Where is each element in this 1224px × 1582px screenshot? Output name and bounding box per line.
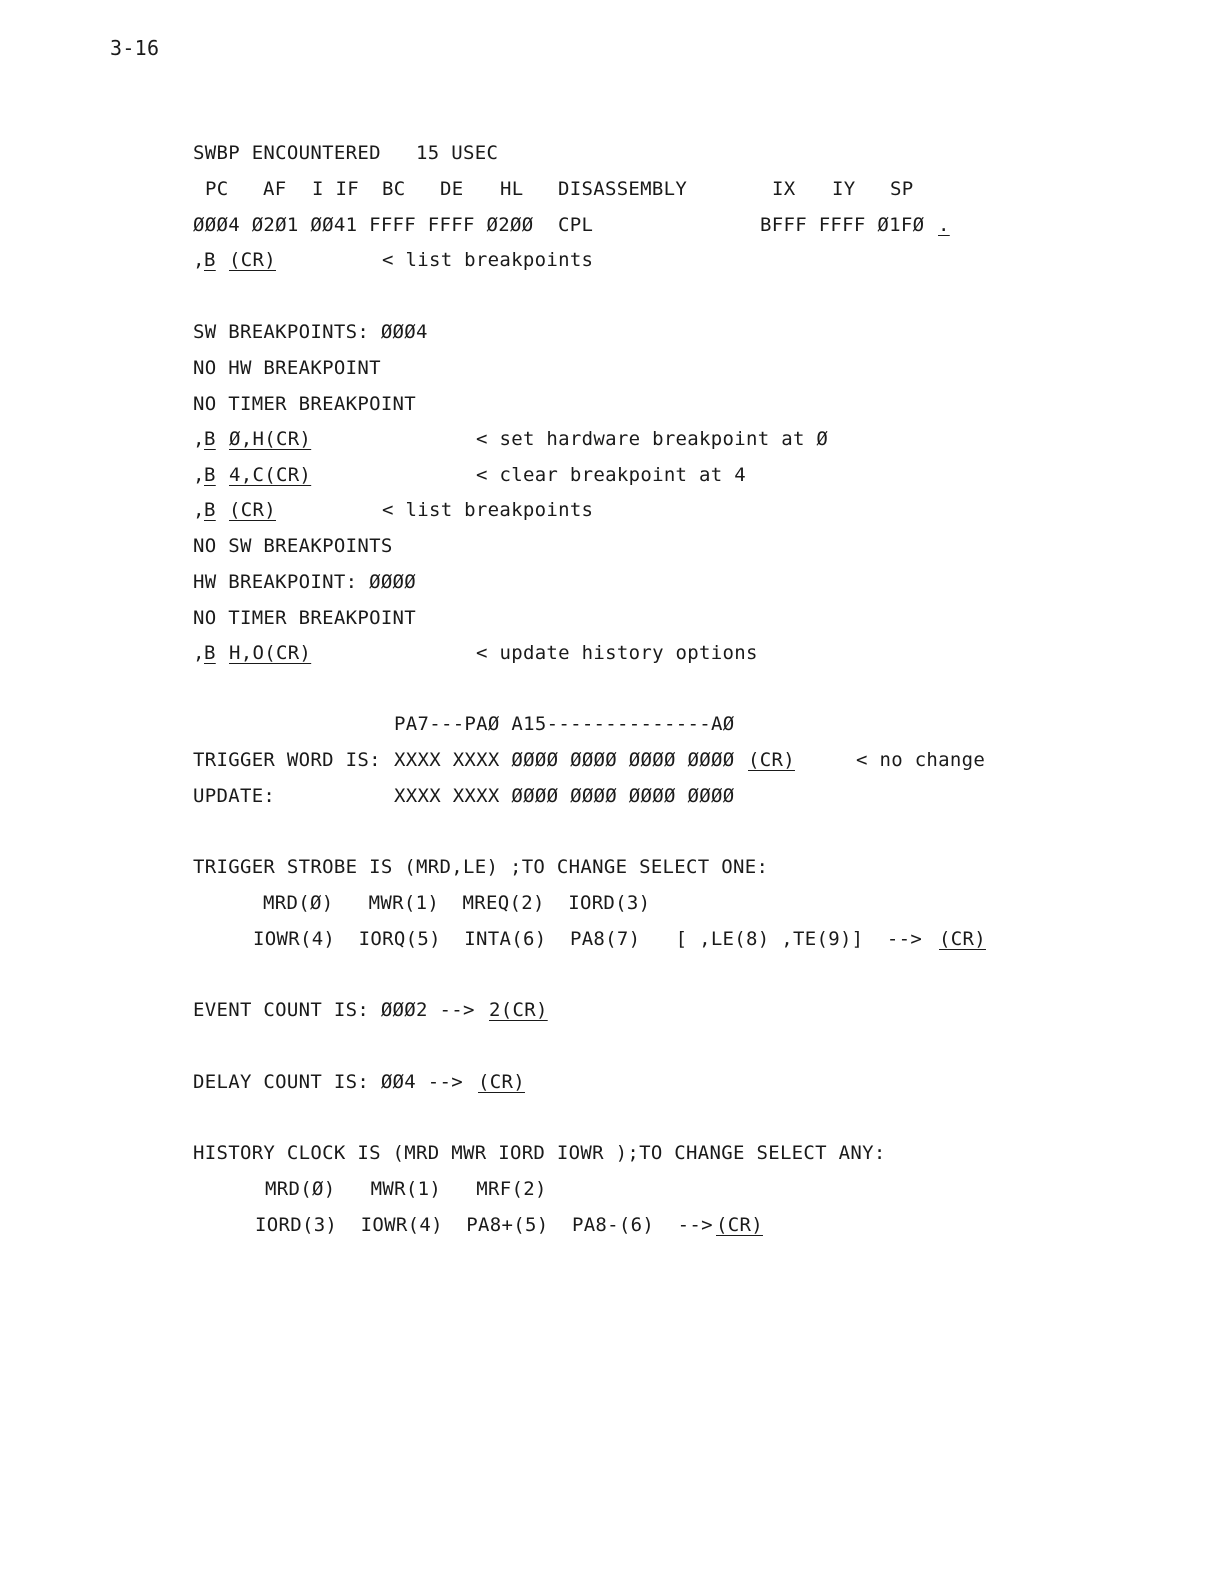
strobe-options-row: IOWR(4) IORQ(5) INTA(6) PA8(7) [ ,LE(8) ,TE(9)] --> xyxy=(253,928,923,950)
delay-count-input: (CR) xyxy=(478,1071,525,1093)
command-prefix: , xyxy=(193,428,205,450)
header-iy: IY xyxy=(832,178,856,200)
delay-count-line: DELAY COUNT IS: ØØ4 --> xyxy=(193,1071,463,1093)
status-line: NO TIMER BREAKPOINT xyxy=(193,393,417,415)
page-number: 3-16 xyxy=(110,36,160,60)
register-values-main: ØØØ4 Ø2Ø1 ØØ41 FFFF FFFF Ø2ØØ xyxy=(193,214,534,236)
status-line: SW BREAKPOINTS: ØØØ4 xyxy=(193,321,428,343)
command-arg: 4,C(CR) xyxy=(229,464,312,486)
status-line: HW BREAKPOINT: ØØØØ xyxy=(193,571,417,593)
trigger-word-value: XXXX XXXX ØØØØ ØØØØ ØØØØ ØØØØ xyxy=(394,749,735,771)
header-ix: IX xyxy=(772,178,796,200)
update-value: XXXX XXXX ØØØØ ØØØØ ØØØØ ØØØØ xyxy=(394,785,735,807)
command-prefix: , xyxy=(193,464,205,486)
command-prompt: . xyxy=(938,214,950,236)
update-label: UPDATE: xyxy=(193,785,276,807)
event-count-input: 2(CR) xyxy=(489,999,548,1021)
header-disassembly: DISASSEMBLY xyxy=(558,178,688,200)
command-name: B xyxy=(204,642,216,664)
status-line: NO TIMER BREAKPOINT xyxy=(193,607,417,629)
command-name: B xyxy=(204,464,216,486)
command-name: B xyxy=(204,499,216,521)
header-sp: SP xyxy=(890,178,914,200)
header-i-if: I IF xyxy=(312,178,359,200)
strobe-input: (CR) xyxy=(939,928,986,950)
header-de: DE xyxy=(440,178,464,200)
register-values-instr: CPL xyxy=(558,214,594,236)
history-clock-line: HISTORY CLOCK IS (MRD MWR IORD IOWR );TO CHANGE SELECT ANY: xyxy=(193,1142,886,1164)
command-comment: < set hardware breakpoint at Ø xyxy=(476,428,829,450)
command-arg: (CR) xyxy=(229,249,276,271)
command-arg: Ø,H(CR) xyxy=(229,428,312,450)
header-af: AF xyxy=(263,178,287,200)
history-input: (CR) xyxy=(716,1214,763,1236)
command-name: B xyxy=(204,428,216,450)
status-line: NO HW BREAKPOINT xyxy=(193,357,381,379)
header-bc: BC xyxy=(382,178,406,200)
header-pc: PC xyxy=(205,178,229,200)
history-options-row: IORD(3) IOWR(4) PA8+(5) PA8-(6) --> xyxy=(255,1214,713,1236)
command-prefix: , xyxy=(193,249,205,271)
command-comment: < list breakpoints xyxy=(382,249,594,271)
strobe-line: TRIGGER STROBE IS (MRD,LE) ;TO CHANGE SELECT ONE: xyxy=(193,856,769,878)
trigger-word-input: (CR) xyxy=(748,749,795,771)
command-prefix: , xyxy=(193,499,205,521)
history-options-row: MRD(Ø) MWR(1) MRF(2) xyxy=(265,1178,547,1200)
trigger-bit-header: PA7---PAØ A15--------------AØ xyxy=(394,713,735,735)
command-prefix: , xyxy=(193,642,205,664)
command-comment: < update history options xyxy=(476,642,758,664)
header-hl: HL xyxy=(500,178,524,200)
command-name: B xyxy=(204,249,216,271)
swbp-header: SWBP ENCOUNTERED 15 USEC xyxy=(193,142,499,164)
command-comment: < clear breakpoint at 4 xyxy=(476,464,746,486)
trigger-word-comment: < no change xyxy=(856,749,986,771)
register-values-index: BFFF FFFF Ø1FØ xyxy=(760,214,925,236)
status-line: NO SW BREAKPOINTS xyxy=(193,535,393,557)
event-count-line: EVENT COUNT IS: ØØØ2 --> xyxy=(193,999,475,1021)
command-arg: H,O(CR) xyxy=(229,642,312,664)
strobe-options-row: MRD(Ø) MWR(1) MREQ(2) IORD(3) xyxy=(263,892,651,914)
command-comment: < list breakpoints xyxy=(382,499,594,521)
trigger-word-label: TRIGGER WORD IS: xyxy=(193,749,381,771)
command-arg: (CR) xyxy=(229,499,276,521)
